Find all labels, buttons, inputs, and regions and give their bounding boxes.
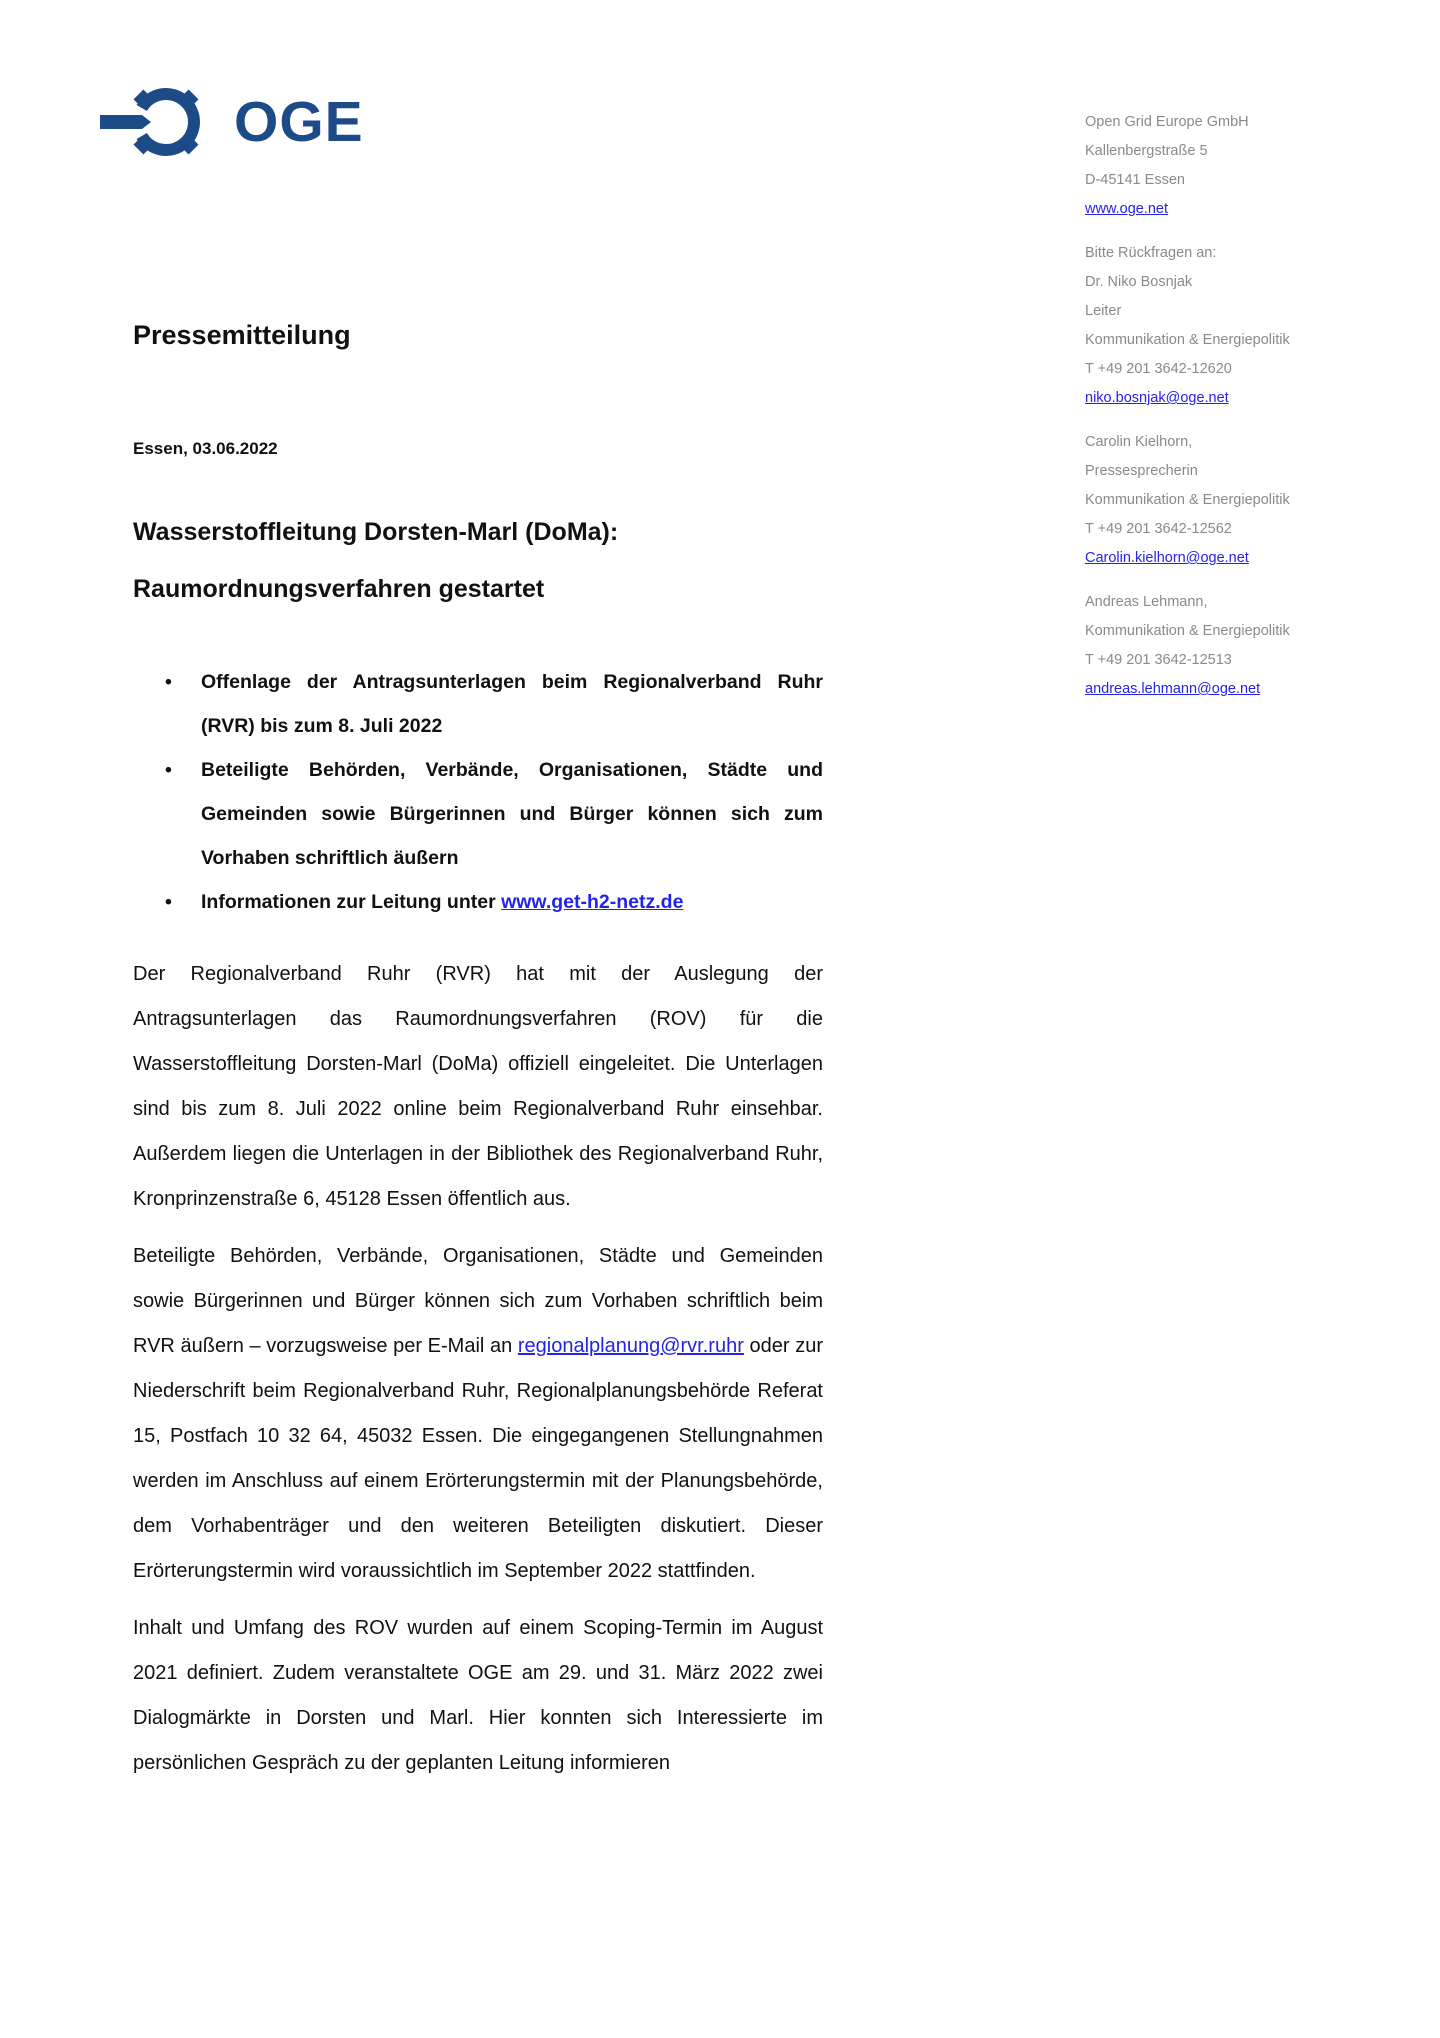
headline-line-1: Wasserstoffleitung Dorsten-Marl (DoMa): <box>133 518 619 546</box>
rvr-email-link[interactable]: regionalplanung@rvr.ruhr <box>517 1335 744 1357</box>
paragraph-text: oder zur Niederschrift beim Regionalverband Ruhr, Regionalplanungsbehörde Referat 15, Postfach 10 32 64, 45032 Essen. Die eingegangenen Stellungnahmen werden im Anschluss auf einem Erörterungstermin mit der Planungsbehörde, dem Vorhabenträger und den weiteren Beteiligten diskutiert. Dieser Erörterungstermin wird voraussichtlich im September 2022 stattfinden. <box>133 1335 823 1582</box>
body-paragraph: Inhalt und Umfang des ROV wurden auf einem Scoping-Termin im August 2021 definiert. Zudem veranstaltete OGE am 29. und 31. März 2022 zwei Dialogmärkte in Dorsten und Marl. Hier konnten sich Interessierte im persönlichen Gespräch zu der geplanten Leitung informieren <box>133 1617 823 1774</box>
contact-block-carolin-kielhorn <box>1085 428 1385 573</box>
contact-department: Kommunikation & Energiepolitik <box>1085 492 1290 508</box>
key-points-list <box>133 660 823 924</box>
company-website-link[interactable]: www.oge.net <box>1085 201 1169 217</box>
contact-name: Andreas Lehmann, <box>1085 594 1208 610</box>
contact-name: Carolin Kielhorn, <box>1085 434 1193 450</box>
company-website <box>1085 195 1385 224</box>
press-release-content <box>133 320 823 1798</box>
contact-phone: T +49 201 3642-12513 <box>1085 652 1232 668</box>
dateline: Essen, 03.06.2022 <box>133 439 278 458</box>
get-h2-netz-link[interactable]: www.get-h2-netz.de <box>501 891 684 913</box>
oge-circle-arrow-icon <box>98 82 216 162</box>
oge-logo <box>98 82 364 162</box>
contact-phone: T +49 201 3642-12562 <box>1085 521 1232 537</box>
contact-role: Pressesprecherin <box>1085 463 1198 479</box>
company-name: Open Grid Europe GmbH <box>1085 114 1249 130</box>
paragraph-text: Beteiligte Behörden, Verbände, Organisationen, Städte und Gemeinden sowie Bürgerinnen und Bürger können sich zum Vorhaben schriftlich beim RVR äußern – vorzugsweise per E-Mail an <box>133 1245 823 1357</box>
list-item <box>133 880 823 924</box>
contact-block-niko-bosnjak <box>1085 239 1385 413</box>
headline <box>133 504 823 618</box>
logo-wordmark: OGE <box>234 89 364 154</box>
contact-email-link[interactable]: andreas.lehmann@oge.net <box>1085 681 1261 697</box>
list-item <box>133 748 823 880</box>
bullet-text: • Offenlage der Antragsunterlagen beim Regionalverband Ruhr (RVR) bis zum 8. Juli 2022 <box>201 671 823 737</box>
company-city: D-45141 Essen <box>1085 172 1185 188</box>
contact-name: Dr. Niko Bosnjak <box>1085 274 1193 290</box>
contact-department: Kommunikation & Energiepolitik <box>1085 623 1290 639</box>
body-paragraph <box>133 1234 823 1594</box>
contact-email-link[interactable]: Carolin.kielhorn@oge.net <box>1085 550 1249 566</box>
inquiries-label: Bitte Rückfragen an: <box>1085 245 1217 261</box>
bullet-text <box>201 880 823 924</box>
contact-email-link[interactable]: niko.bosnjak@oge.net <box>1085 390 1229 406</box>
bullet-text: • Beteiligte Behörden, Verbände, Organisationen, Städte und Gemeinden sowie Bürgerinnen und Bürger können sich zum Vorhaben schriftlich äußern <box>201 759 823 869</box>
contact-email <box>1085 384 1385 413</box>
list-item <box>133 660 823 748</box>
body-paragraph: Der Regionalverband Ruhr (RVR) hat mit der Auslegung der Antragsunterlagen das Raumordnungsverfahren (ROV) für die Wasserstoffleitung Dorsten-Marl (DoMa) offiziell eingeleitet. Die Unterlagen sind bis zum 8. Juli 2022 online beim Regionalverband Ruhr einsehbar. Außerdem liegen die Unterlagen in der Bibliothek des Regionalverband Ruhr, Kronprinzenstraße 6, 45128 Essen öffentlich aus. <box>133 963 823 1210</box>
contact-email <box>1085 675 1385 704</box>
bullet-text-prefix: Informationen zur Leitung unter <box>201 891 502 913</box>
headline-line-2: Raumordnungsverfahren gestartet <box>133 575 545 603</box>
company-address-block <box>1085 108 1385 224</box>
contact-role: Leiter <box>1085 303 1122 319</box>
company-street: Kallenbergstraße 5 <box>1085 143 1208 159</box>
contact-email <box>1085 544 1385 573</box>
contact-phone: T +49 201 3642-12620 <box>1085 361 1232 377</box>
contact-department: Kommunikation & Energiepolitik <box>1085 332 1290 348</box>
contact-block-andreas-lehmann <box>1085 588 1385 704</box>
contact-sidebar <box>1085 108 1385 719</box>
document-type-heading: Pressemitteilung <box>133 320 351 350</box>
